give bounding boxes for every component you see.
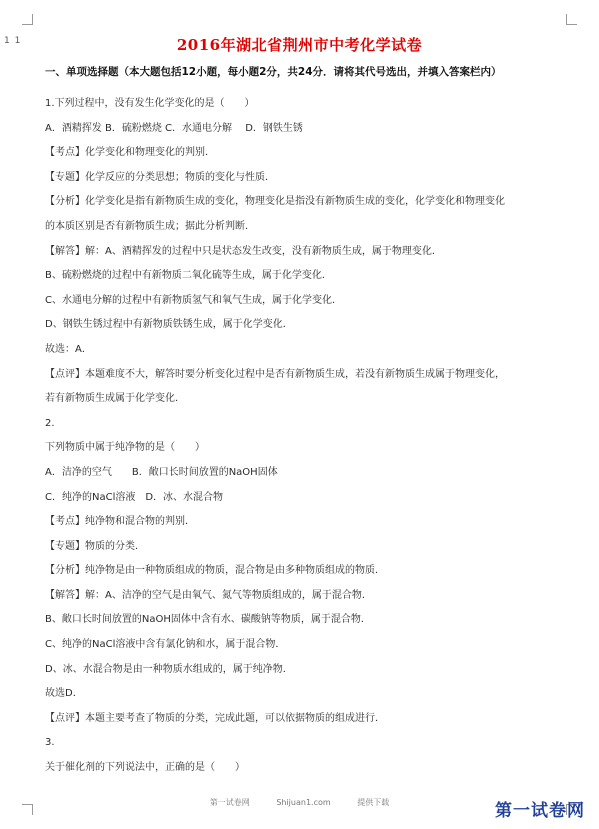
text-line: 【分析】纯净物是由一种物质组成的物质，混合物是由多种物质组成的物质．: [45, 565, 385, 577]
section-heading: 一、单项选择题（本大题包括12小题，每小题2分，共24分．请将其代号选出，并填入答案栏内）: [45, 66, 502, 78]
text-line: C、纯净的NaCl溶液中含有氯化钠和水，属于混合物．: [45, 639, 286, 651]
text-line: 【解答】解：A、酒精挥发的过程中只是状态发生改变，没有新物质生成，属于物理变化．: [45, 245, 442, 257]
text-line: 关于催化剂的下列说法中，正确的是（ ）: [45, 762, 245, 774]
text-line: 3.: [45, 737, 55, 749]
footer-left-text: 第一试卷网: [209, 798, 250, 807]
document-body: [45, 92, 565, 781]
footer-right-text: 提供下载: [357, 798, 390, 807]
text-line: C．纯净的NaCl溶液 D．冰、水混合物: [45, 491, 224, 503]
margin-line-number: 1 1: [4, 36, 22, 46]
footer-site-text: Shijuan1.com: [276, 798, 331, 807]
crop-mark-top-right: [566, 14, 577, 25]
text-line: 1.下列过程中，没有发生化学变化的是（ ）: [45, 98, 255, 109]
crop-mark-top-left: [22, 14, 33, 25]
text-line: 【考点】纯净物和混合物的判别．: [45, 516, 195, 528]
text-line: D、钢铁生锈过程中有新物质铁锈生成，属于化学变化．: [45, 319, 293, 331]
text-line: 【分析】化学变化是指有新物质生成的变化，物理变化是指没有新物质生成的变化，化学变化和物理变化: [45, 196, 505, 208]
text-line: 【点评】本题主要考查了物质的分类，完成此题，可以依据物质的组成进行．: [45, 712, 385, 724]
text-line: 故选：A．: [45, 343, 92, 355]
text-line: B、敞口长时间放置的NaOH固体中含有水、碳酸钠等物质，属于混合物．: [45, 614, 371, 626]
text-line: 【解答】解：A、洁净的空气是由氧气、氮气等物质组成的，属于混合物．: [45, 589, 372, 601]
text-line: A．洁净的空气 B．敞口长时间放置的NaOH固体: [45, 466, 278, 478]
page-title: 2016年湖北省荆州市中考化学试卷: [176, 36, 423, 54]
text-line: 【专题】物质的分类．: [45, 540, 145, 552]
text-line: D、冰、水混合物是由一种物质水组成的，属于纯净物．: [45, 663, 293, 675]
text-line: 若有新物质生成属于化学变化．: [45, 393, 185, 405]
text-line: 的本质区别是否有新物质生成；据此分析判断．: [45, 220, 255, 232]
text-line: 【点评】本题难度不大，解答时要分析变化过程中是否有新物质生成，若没有新物质生成属于物理变化，: [45, 368, 505, 380]
text-line: A．酒精挥发 B．硫粉燃烧 C．水通电分解 D．钢铁生锈: [45, 122, 303, 134]
text-line: 下列物质中属于纯净物的是（ ）: [45, 442, 205, 454]
text-line: 【专题】化学反应的分类思想；物质的变化与性质．: [45, 171, 275, 183]
text-line: C、水通电分解的过程中有新物质氢气和氧气生成，属于化学变化．: [45, 294, 342, 306]
text-line: 故选D．: [45, 688, 83, 700]
text-line: 【考点】化学变化和物理变化的判别．: [45, 147, 215, 159]
text-line: B、硫粉燃烧的过程中有新物质二氧化硫等生成，属于化学变化．: [45, 270, 332, 282]
brand-watermark: 第一试卷网: [495, 801, 585, 821]
text-line: 2.: [45, 417, 55, 429]
